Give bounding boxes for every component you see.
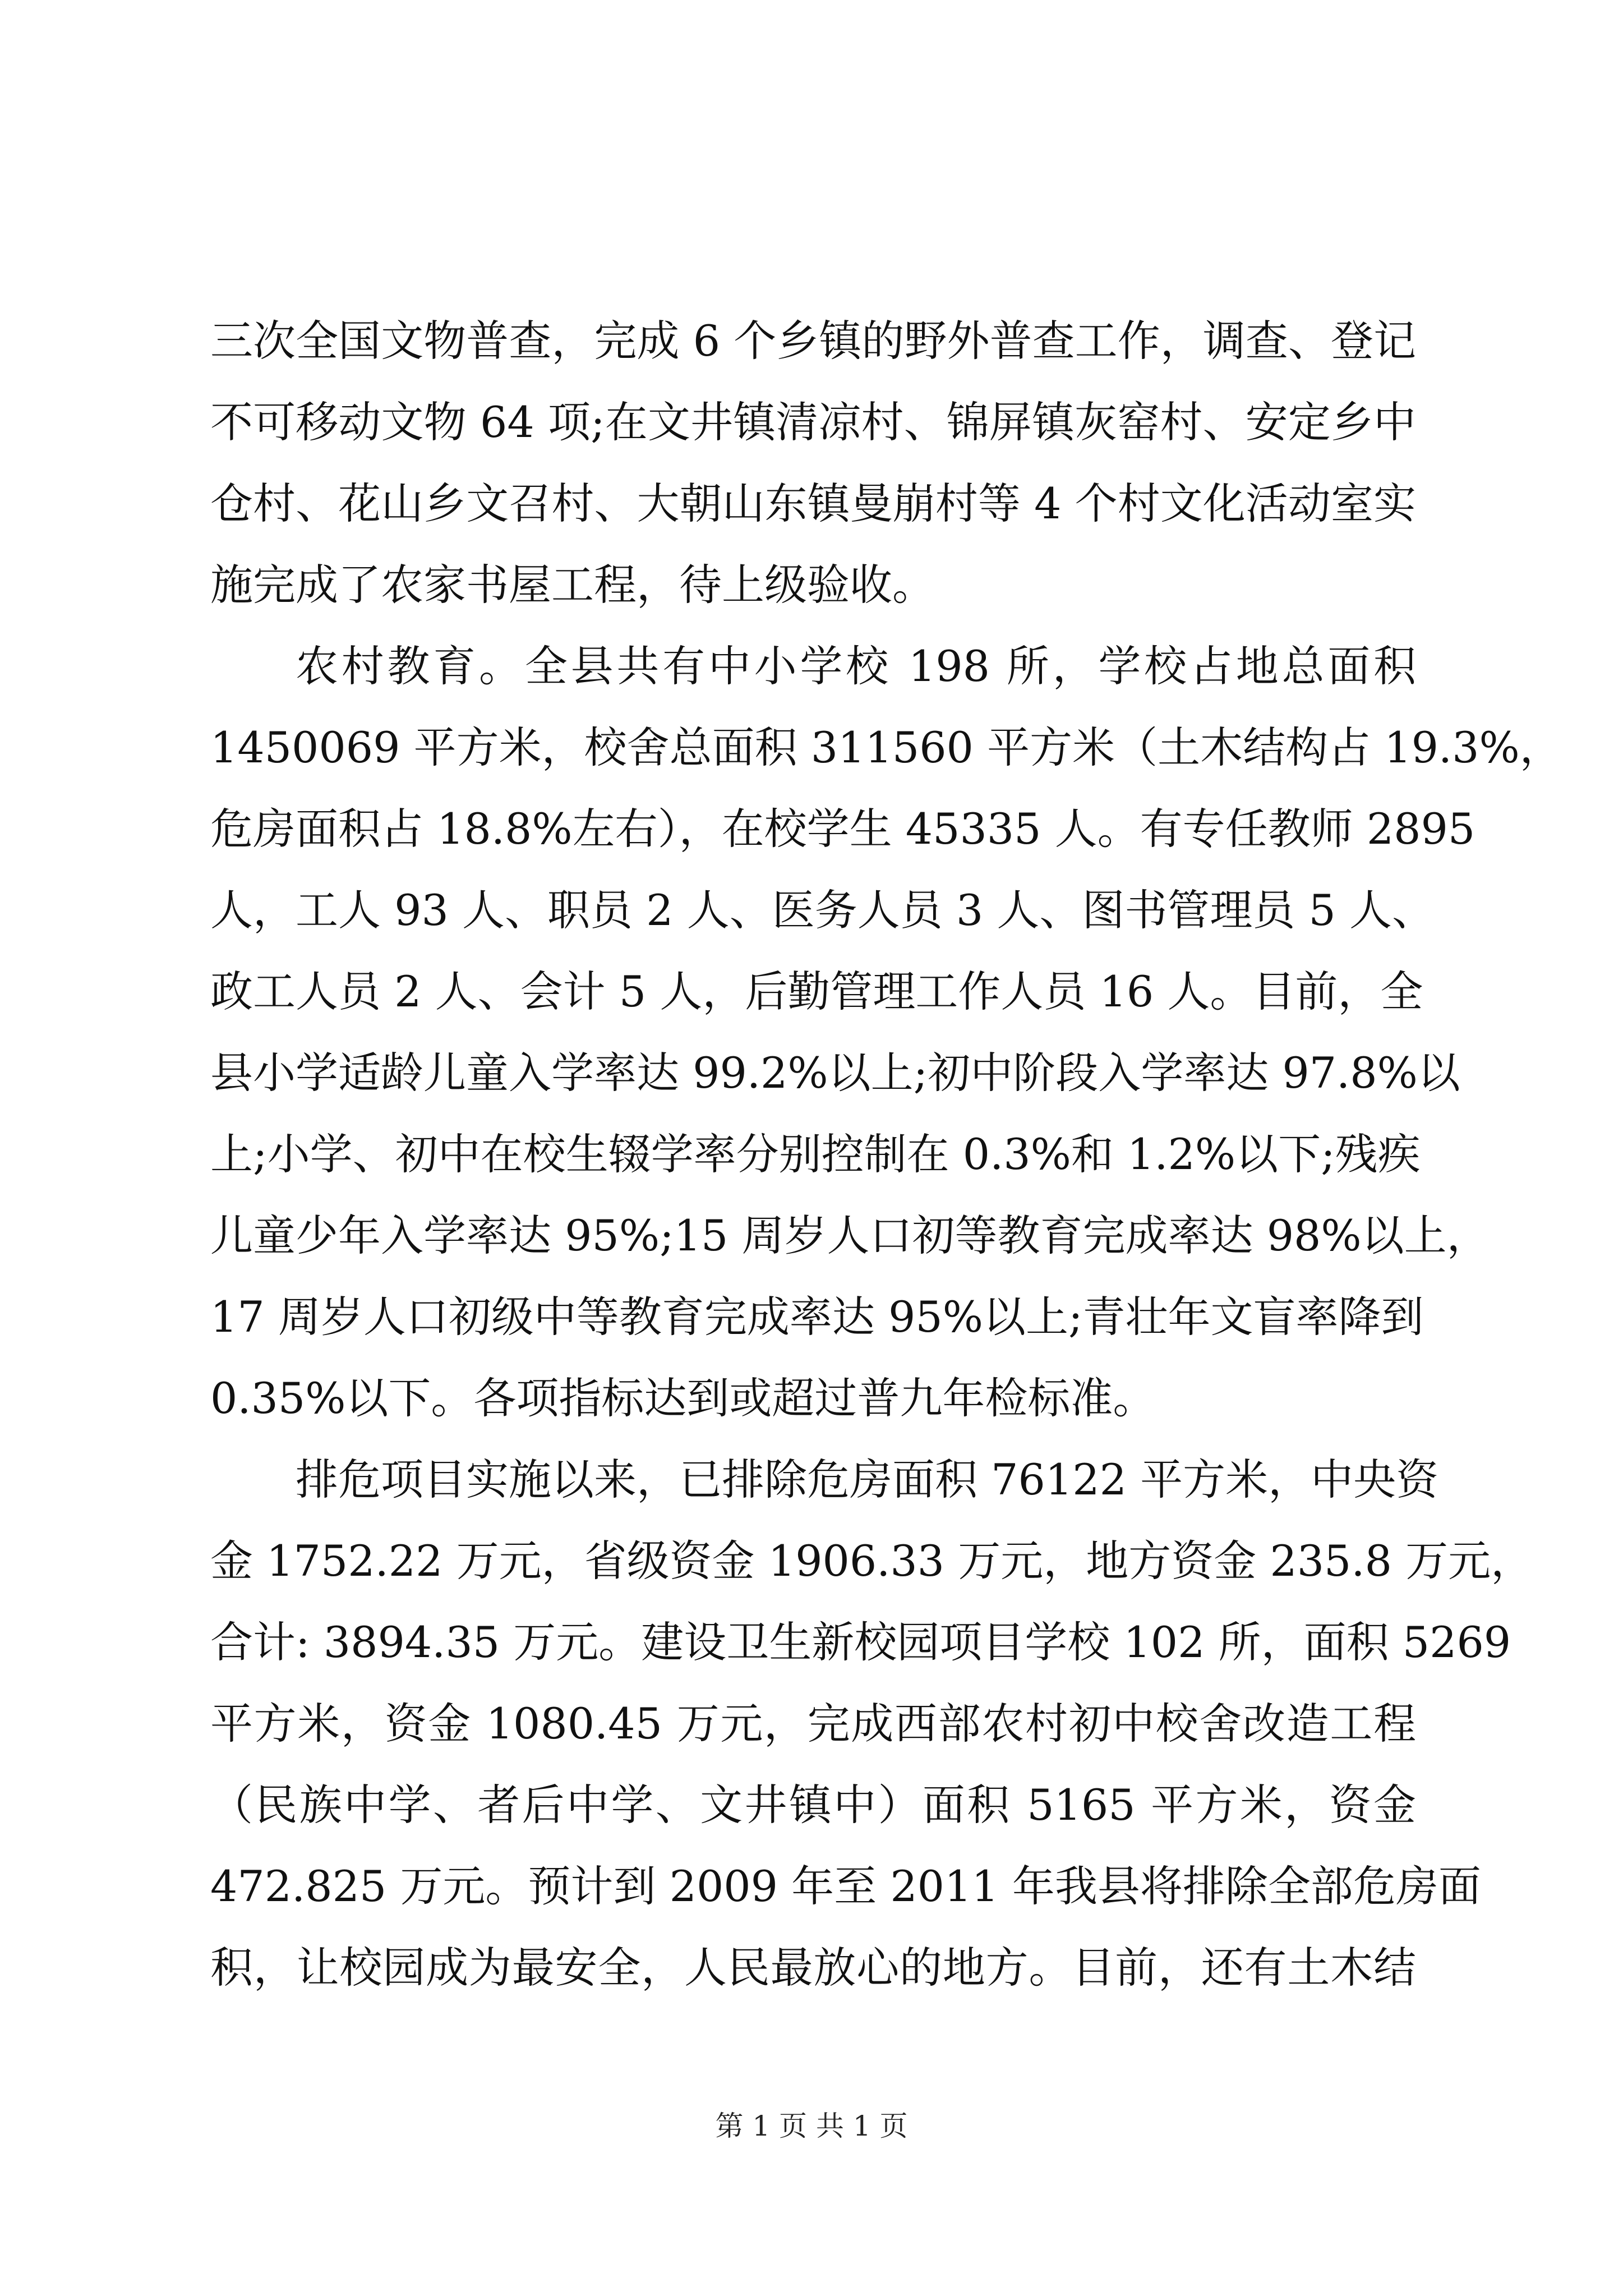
text-line: 仓村、花山乡文召村、大朝山东镇曼崩村等 4 个村文化活动室实 (210, 478, 1416, 528)
text-line: （民族中学、者后中学、文井镇中）面积 5165 平方米，资金 (210, 1780, 1416, 1830)
paragraph-start-line: 农村教育。全县共有中小学校 198 所，学校占地总面积 (296, 641, 1416, 691)
text-line: 472.825 万元。预计到 2009 年至 2011 年我县将排除全部危房面 (210, 1861, 1481, 1911)
text-line: 政工人员 2 人、会计 5 人，后勤管理工作人员 16 人。目前，全 (210, 967, 1423, 1016)
document-body (210, 300, 1562, 2008)
text-line: 上;小学、初中在校生辍学率分别控制在 0.3%和 1.2%以下;残疾 (210, 1129, 1421, 1179)
text-line: 三次全国文物普查，完成 6 个乡镇的野外普查工作，调查、登记 (210, 316, 1416, 366)
text-line: 金 1752.22 万元，省级资金 1906.33 万元，地方资金 235.8 万元， (210, 1536, 1534, 1586)
text-line: 危房面积占 18.8%左右），在校学生 45335 人。有专任教师 2895 (210, 804, 1476, 854)
text-line: 施完成了农家书屋工程，待上级验收。 (210, 560, 935, 610)
text-line: 人，工人 93 人、职员 2 人、医务人员 3 人、图书管理员 5 人、 (210, 885, 1435, 935)
page-footer: 第 1 页 共 1 页 (715, 2110, 908, 2142)
text-line: 儿童少年入学率达 95%;15 周岁人口初等教育完成率达 98%以上， (210, 1211, 1490, 1260)
text-line: 平方米，资金 1080.45 万元，完成西部农村初中校舍改造工程 (210, 1699, 1416, 1749)
text-line: 积，让校园成为最安全，人民最放心的地方。目前，还有土木结 (210, 1943, 1416, 1993)
text-line: 合计: 3894.35 万元。建设卫生新校园项目学校 102 所，面积 5269 (210, 1617, 1511, 1667)
paragraph-start-line: 排危项目实施以来，已排除危房面积 76122 平方米，中央资 (296, 1455, 1439, 1504)
text-line: 0.35%以下。各项指标达到或超过普九年检标准。 (210, 1373, 1156, 1423)
text-line: 县小学适龄儿童入学率达 99.2%以上;初中阶段入学率达 97.8%以 (210, 1048, 1460, 1098)
text-line: 1450069 平方米，校舍总面积 311560 平方米（土木结构占 19.3%， (210, 723, 1562, 772)
text-line: 不可移动文物 64 项;在文井镇清凉村、锦屏镇灰窑村、安定乡中 (210, 397, 1416, 447)
text-line: 17 周岁人口初级中等教育完成率达 95%以上;青壮年文盲率降到 (210, 1292, 1424, 1342)
